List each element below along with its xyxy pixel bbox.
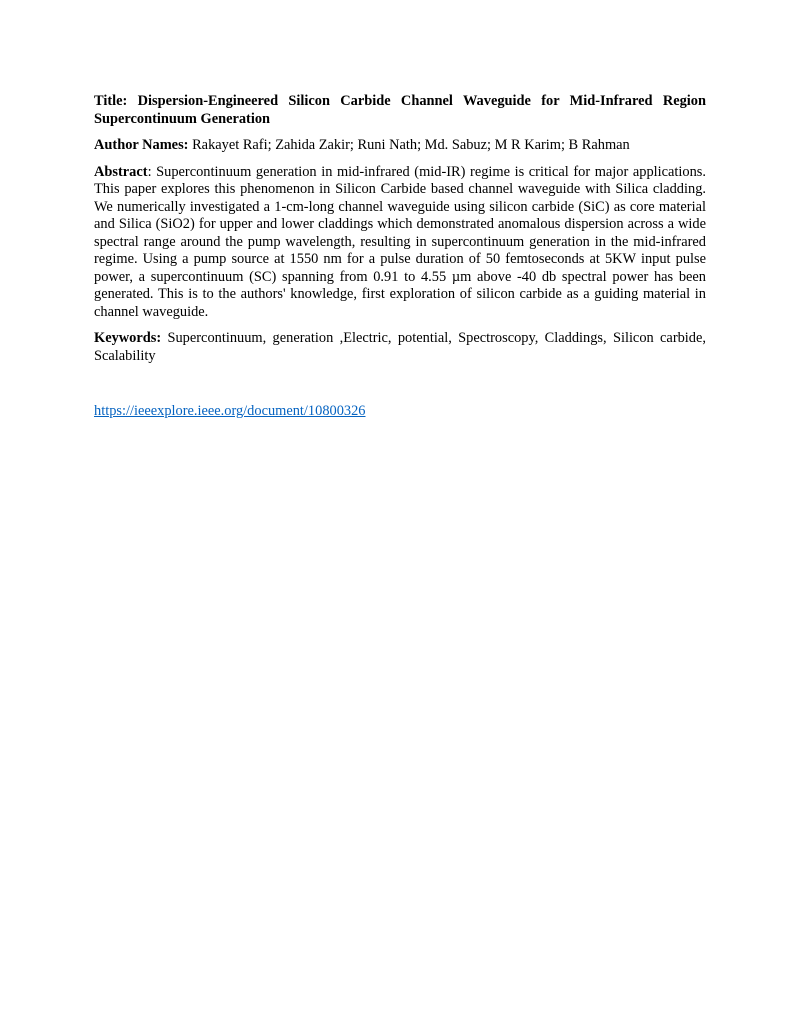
author-names: Rakayet Rafi; Zahida Zakir; Runi Nath; Md. Sabuz; M R Karim; B Rahman bbox=[192, 137, 630, 153]
authors-label: Author Names: bbox=[94, 137, 189, 153]
authors-paragraph bbox=[94, 137, 706, 155]
ieee-document-link[interactable]: https://ieeexplore.ieee.org/document/10800326 bbox=[94, 403, 366, 419]
keywords-text: Supercontinuum, generation ,Electric, potential, Spectroscopy, Claddings, Silicon carbide, Scalability bbox=[94, 330, 706, 364]
title-label: Title: bbox=[94, 93, 128, 109]
paper-title: Dispersion-Engineered Silicon Carbide Channel Waveguide for Mid-Infrared Region Supercontinuum Generation bbox=[94, 93, 706, 127]
link-block bbox=[94, 403, 706, 421]
abstract-paragraph bbox=[94, 164, 706, 322]
abstract-label: Abstract bbox=[94, 163, 148, 180]
document-page bbox=[94, 93, 706, 421]
title-paragraph bbox=[94, 93, 706, 128]
abstract-text: : Supercontinuum generation in mid-infrared (mid-IR) regime is critical for major applications. This paper explores this phenomenon in Silicon Carbide based channel waveguide with Silica cladding. We numerically investigated a 1-cm-long channel waveguide using silicon carbide (SiC) as core material and Silica (SiO2) for upper and lower claddings which demonstrated anomalous dispersion across a wide spectral range around the pump wavelength, resulting in supercontinuum generation in the mid-infrared regime. Using a pump source at 1550 nm for a pulse duration of 50 femtoseconds at 5KW input pulse power, a supercontinuum (SC) spanning from 0.91 to 4.55 µm above -40 db spectral power has been generated. This is to the authors' knowledge, first exploration of silicon carbide as a guiding material in channel waveguide. bbox=[94, 163, 706, 320]
keywords-label: Keywords: bbox=[94, 330, 162, 346]
keywords-paragraph bbox=[94, 330, 706, 365]
